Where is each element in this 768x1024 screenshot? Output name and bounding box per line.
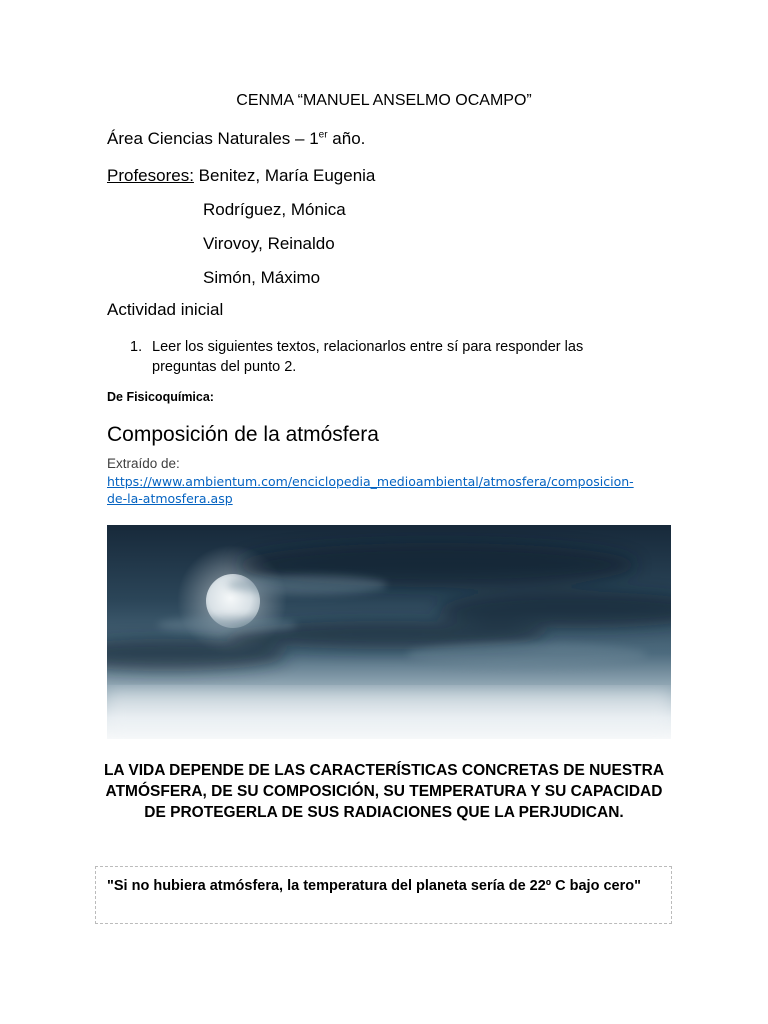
section-heading: Composición de la atmósfera xyxy=(107,423,379,446)
list-item-number: 1. xyxy=(130,339,143,355)
subject-label: De Fisicoquímica: xyxy=(107,390,214,404)
teacher-name: Simón, Máximo xyxy=(203,268,321,287)
night-sky-moon-photo xyxy=(107,525,671,739)
source-link[interactable]: https://www.ambientum.com/enciclopedia_medioambiental/atmosfera/composicion-de-la-atmosfera.asp xyxy=(107,474,634,506)
source-label: Extraído de: xyxy=(107,456,180,471)
quote-text: "Si no hubiera atmósfera, la temperatura del planeta sería de 22º C bajo cero" xyxy=(107,878,641,894)
teacher-name: Rodríguez, Mónica xyxy=(203,200,346,219)
teachers-line xyxy=(107,166,375,186)
activity-title: Actividad inicial xyxy=(107,300,224,319)
area-text: Área Ciencias Naturales – 1 xyxy=(107,129,319,148)
area-line xyxy=(107,129,365,149)
headline-text: LA VIDA DEPENDE DE LAS CARACTERÍSTICAS CONCRETAS DE NUESTRA ATMÓSFERA, DE SU COMPOSICIÓN, SU TEMPERATURA Y SU CAPACIDAD DE PROTEGERLA DE SUS RADIACIONES QUE LA PERJUDICAN. xyxy=(103,762,665,821)
teacher-name: Virovoy, Reinaldo xyxy=(203,234,335,253)
area-superscript: er xyxy=(318,129,328,141)
list-item-text: Leer los siguientes textos, relacionarlos entre sí para responder las preguntas del punto 2. xyxy=(152,339,584,375)
teacher-name: Benitez, María Eugenia xyxy=(198,166,376,185)
teachers-label: Profesores: xyxy=(107,166,194,185)
school-title: CENMA “MANUEL ANSELMO OCAMPO” xyxy=(236,92,532,109)
area-year: año. xyxy=(327,129,366,148)
